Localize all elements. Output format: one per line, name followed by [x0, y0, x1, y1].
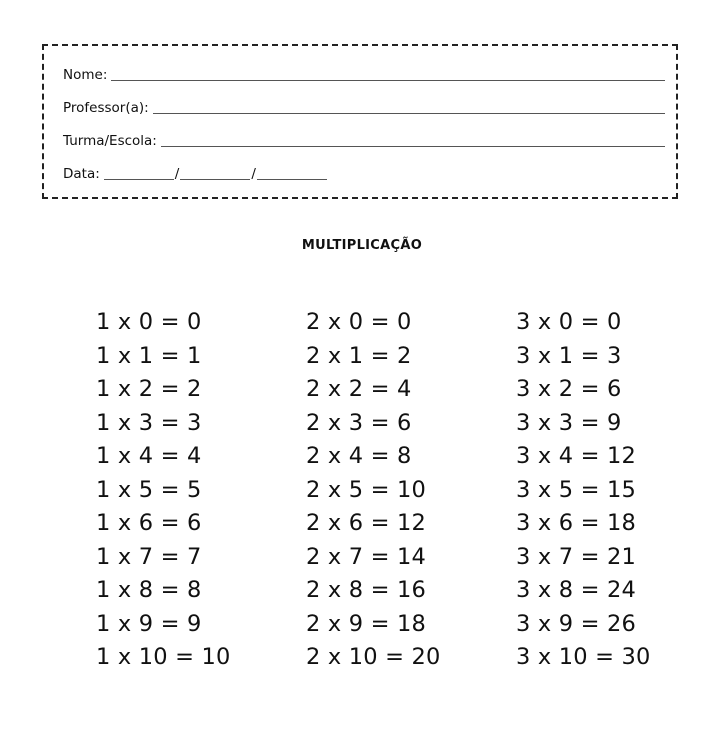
class-school-field [63, 132, 665, 150]
date-separator: / [174, 166, 180, 182]
date-day-blank[interactable] [104, 179, 174, 180]
date-field [63, 165, 327, 183]
fact-1x7: 1 x 7 = 7 [96, 543, 202, 570]
class-school-label: Turma/Escola: [63, 133, 157, 149]
fact-2x8: 2 x 8 = 16 [306, 577, 427, 603]
fact-1x3: 1 x 3 = 3 [96, 409, 202, 436]
fact-2x1: 2 x 1 = 2 [306, 342, 412, 369]
fact-3x0: 3 x 0 = 0 [516, 309, 622, 335]
fact-2x2: 2 x 2 = 4 [306, 376, 412, 402]
worksheet-title: MULTIPLICAÇÃO [301, 238, 423, 253]
fact-3x9: 3 x 9 = 26 [516, 610, 637, 637]
fact-3x6: 3 x 6 = 18 [516, 510, 637, 536]
class-school-blank-line[interactable] [161, 146, 665, 147]
name-field [63, 66, 665, 84]
fact-1x2: 1 x 2 = 2 [96, 376, 202, 402]
fact-2x6: 2 x 6 = 12 [306, 510, 427, 536]
fact-3x1: 3 x 1 = 3 [516, 342, 622, 369]
fact-1x8: 1 x 8 = 8 [96, 577, 202, 603]
fact-1x10: 1 x 10 = 10 [96, 644, 231, 670]
fact-2x4: 2 x 4 = 8 [306, 443, 412, 469]
fact-3x2: 3 x 2 = 6 [516, 376, 622, 402]
fact-1x4: 1 x 4 = 4 [96, 443, 202, 469]
fact-2x10: 2 x 10 = 20 [306, 644, 441, 670]
fact-1x5: 1 x 5 = 5 [96, 476, 202, 503]
fact-3x5: 3 x 5 = 15 [516, 476, 637, 503]
date-label: Data: [63, 166, 100, 182]
fact-3x4: 3 x 4 = 12 [516, 443, 637, 469]
teacher-blank-line[interactable] [153, 113, 665, 114]
fact-3x10: 3 x 10 = 30 [516, 644, 651, 670]
fact-1x0: 1 x 0 = 0 [96, 309, 202, 335]
fact-1x1: 1 x 1 = 1 [96, 342, 202, 369]
fact-2x3: 2 x 3 = 6 [306, 409, 412, 436]
fact-2x5: 2 x 5 = 10 [306, 476, 427, 503]
name-blank-line[interactable] [111, 80, 665, 81]
fact-3x8: 3 x 8 = 24 [516, 577, 637, 603]
fact-2x0: 2 x 0 = 0 [306, 309, 412, 335]
table-column-1 [96, 306, 231, 675]
table-column-3 [516, 306, 651, 675]
fact-3x7: 3 x 7 = 21 [516, 543, 637, 570]
fact-2x7: 2 x 7 = 14 [306, 543, 427, 570]
date-month-blank[interactable] [180, 179, 250, 180]
date-year-blank[interactable] [257, 179, 327, 180]
table-column-2 [306, 306, 441, 675]
date-separator: / [251, 166, 256, 182]
fact-3x3: 3 x 3 = 9 [516, 409, 622, 436]
teacher-field [63, 99, 665, 117]
fact-1x6: 1 x 6 = 6 [96, 510, 202, 536]
name-label: Nome: [63, 67, 108, 83]
student-info-box [42, 44, 678, 199]
fact-1x9: 1 x 9 = 9 [96, 610, 202, 637]
fact-2x9: 2 x 9 = 18 [306, 610, 427, 637]
teacher-label: Professor(a): [63, 100, 149, 116]
